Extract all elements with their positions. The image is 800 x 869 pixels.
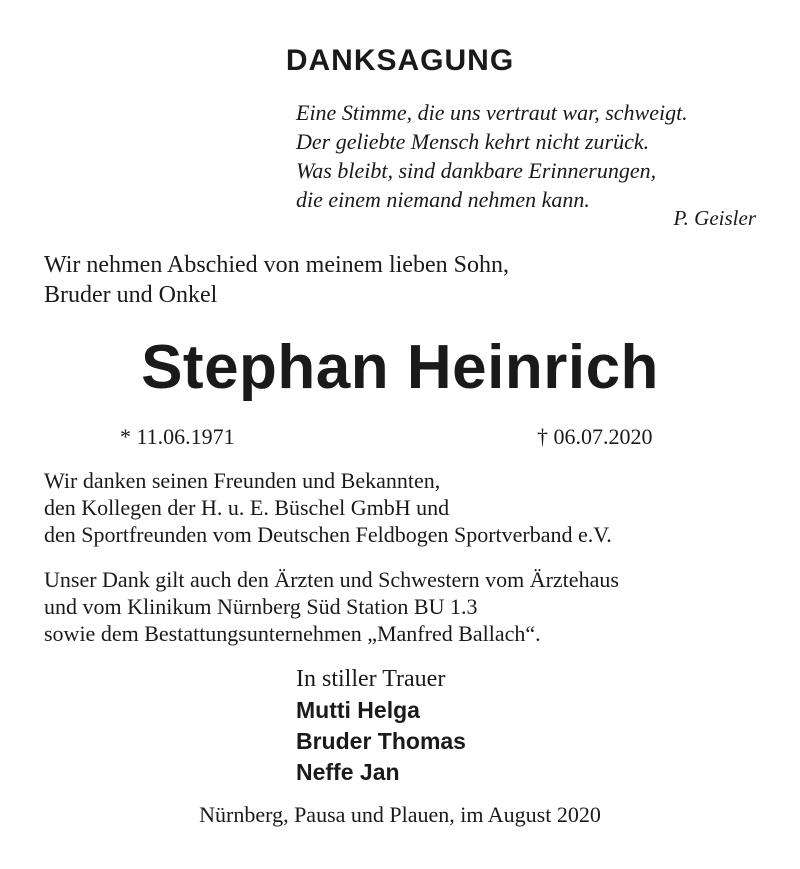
poem-line: Eine Stimme, die uns vertraut war, schweigt. (296, 100, 688, 125)
poem-block (296, 98, 688, 214)
farewell-intro (44, 250, 509, 310)
deceased-name: Stephan Heinrich (141, 333, 659, 402)
mourning-intro: In stiller Trauer (296, 666, 446, 692)
thanks-paragraph-friends (44, 467, 612, 548)
mourners-list (296, 695, 466, 788)
thanks-line: Unser Dank gilt auch den Ärzten und Schwestern vom Ärztehaus (44, 567, 619, 592)
mourner-name: Bruder Thomas (296, 728, 466, 754)
poem-line: die einem niemand nehmen kann. (296, 187, 590, 212)
thanks-line: und vom Klinikum Nürnberg Süd Station BU 1.3 (44, 594, 478, 619)
thanks-line: Wir danken seinen Freunden und Bekannten, (44, 468, 441, 493)
birth-date: * 11.06.1971 (120, 424, 235, 449)
thanks-line: den Sportfreunden vom Deutschen Feldbogen Sportverband e.V. (44, 522, 612, 547)
thanks-paragraph-doctors (44, 566, 619, 647)
death-date: † 06.07.2020 (537, 424, 653, 449)
notice-heading: DANKSAGUNG (285, 44, 515, 77)
poem-line: Was bleibt, sind dankbare Erinnerungen, (296, 158, 657, 183)
mourner-name: Mutti Helga (296, 697, 420, 723)
mourner-name: Neffe Jan (296, 759, 400, 785)
poem-author: P. Geisler (673, 206, 756, 230)
thanks-line: den Kollegen der H. u. E. Büschel GmbH und (44, 495, 450, 520)
place-and-date: Nürnberg, Pausa und Plauen, im August 2020 (199, 802, 601, 827)
intro-line: Bruder und Onkel (44, 282, 218, 308)
intro-line: Wir nehmen Abschied von meinem lieben Sohn, (44, 252, 509, 278)
poem-line: Der geliebte Mensch kehrt nicht zurück. (296, 129, 650, 154)
thanks-line: sowie dem Bestattungsunternehmen „Manfred Ballach“. (44, 621, 541, 646)
